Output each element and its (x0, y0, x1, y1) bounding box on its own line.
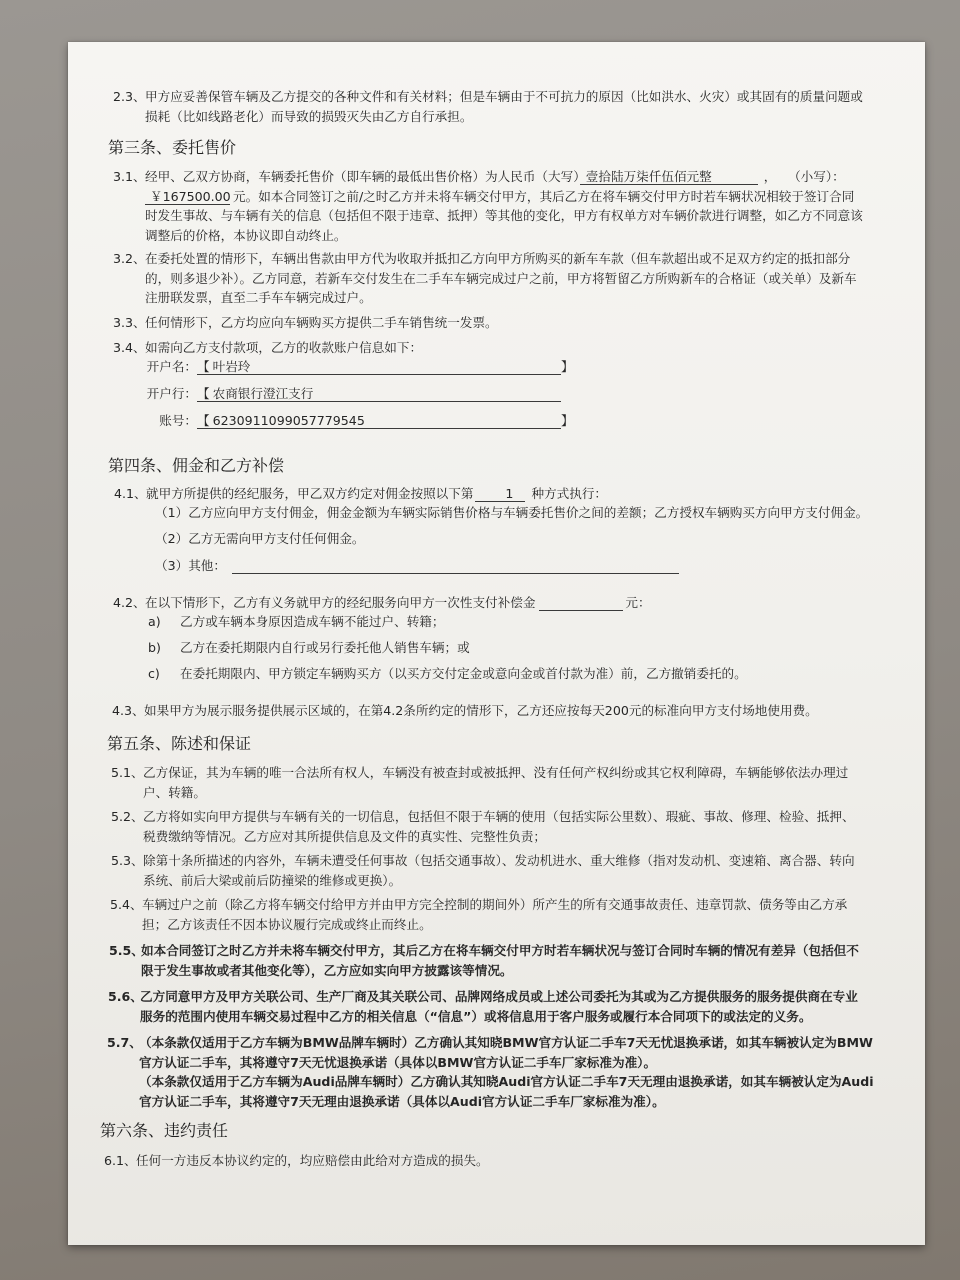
clause-line: 甲方应妥善保管车辆及乙方提交的各种文件和有关材料；但是车辆由于不可抗力的原因（比如洪水、火灾）或其固有的质量问题或 (145, 89, 863, 104)
account-number-value: 6230911099057779545 (212, 413, 365, 428)
clause-line: 服务的范围内使用车辆交易过程中乙方的相关信息（“信息”）或将信息用于客户服务或履行本合同项下的或法定的义务。 (140, 1008, 812, 1024)
clause-line: 除第十条所描述的内容外，车辆未遭受任何事故（包括交通事故）、发动机进水、重大维修（指对发动机、变速箱、离合器、转向 (143, 853, 855, 868)
clause-number: 5.4、 (110, 897, 143, 912)
price-in-figures-field: ￥167500.00 (145, 189, 230, 205)
clause-text: 元： (625, 595, 651, 610)
clause-line: 如需向乙方支付款项，乙方的收款账户信息如下： (145, 340, 423, 355)
account-name-row (145, 357, 574, 377)
clause-line (145, 187, 863, 207)
comma: ， (763, 169, 777, 184)
clause-line (145, 593, 651, 613)
compensation-blank-field (539, 596, 623, 611)
clause-3-3 (113, 313, 498, 333)
clause-number: 4.1、 (114, 486, 147, 501)
clause-text: 元。如本合同签订之前/之时乙方并未将车辆交付甲方，其后乙方在将车辆交付甲方时若车辆状况相较于签订合同 (233, 188, 855, 204)
clause-number: 4.2、 (113, 595, 146, 610)
clause-5-1 (111, 763, 848, 802)
article-heading-5: 第五条、陈述和保证 (107, 734, 252, 753)
clause-5-7 (107, 1033, 874, 1111)
price-in-words-field: 壹拾陆万柒仟伍佰元整 (580, 169, 758, 185)
clause-line: （本条款仅适用于乙方车辆为Audi品牌车辆时）乙方确认其知晓Audi官方认证二手车7天无理由退换承诺，如其车辆被认定为Audi (139, 1074, 874, 1089)
clause-number: 3.2、 (113, 251, 146, 266)
clause-number: 6.1、 (104, 1153, 137, 1168)
clause-number: 5.7、 (107, 1035, 142, 1050)
clause-number: 4.3、 (112, 703, 145, 718)
clause-text: 种方式执行： (531, 486, 607, 501)
clause-text: 在以下情形下，乙方有义务就甲方的经纪服务向甲方一次性支付补偿金 (145, 595, 536, 610)
selected-option-field (475, 486, 525, 502)
option-label: （1） (155, 505, 189, 520)
clause-number: 5.1、 (111, 765, 144, 780)
clause-line: 税费缴纳等情况。乙方应对其所提供信息及文件的真实性、完整性负责； (143, 828, 546, 844)
clause-line: 损耗（比如线路老化）而导致的损毁灭失由乙方自行承担。 (145, 108, 473, 124)
clause-number: 5.3、 (111, 853, 144, 868)
clause-5-4 (110, 895, 847, 934)
item-label: a) (148, 614, 161, 629)
option-text: 乙方应向甲方支付佣金，佣金金额为车辆实际销售价格与车辆委托售价之间的差额；乙方授权车辆购买方向甲方支付佣金。 (188, 505, 869, 520)
clause-line (146, 484, 607, 504)
clause-4-3 (112, 701, 818, 721)
lower-case-label: （小写）： (794, 169, 845, 184)
clause-line: （本条款仅适用于乙方车辆为BMW品牌车辆时）乙方确认其知晓BMW官方认证二手车7天无忧退换承诺，如其车辆被认定为BMW (139, 1035, 873, 1050)
clause-line: 车辆过户之前（除乙方将车辆交付给甲方并由甲方完全控制的期间外）所产生的所有交通事故责任、违章罚款、债务等由乙方承 (142, 897, 848, 912)
item-label: b) (148, 640, 161, 655)
clause-3-1 (113, 167, 863, 245)
clause-line: 注册联发票，直至二手车车辆完成过户。 (145, 290, 372, 305)
account-number-field (197, 413, 561, 429)
option-2 (155, 529, 365, 549)
bracket-open: 【 (197, 413, 210, 428)
account-name-label: 开户名： (146, 359, 197, 374)
case-item-c (148, 664, 747, 684)
selected-option-value: 1 (505, 486, 514, 501)
clause-number: 3.3、 (113, 315, 146, 330)
option-text: 其他： (188, 558, 226, 573)
clause-line: 系统、前后大梁或前后防撞梁的维修或更换）。 (143, 872, 402, 888)
clause-4-1 (114, 484, 607, 504)
clause-line: 官方认证二手车，其将遵守7天无理由退换承诺（具体以Audi官方认证二手车厂家标准为准）。 (139, 1093, 665, 1109)
clause-line: 乙方同意甲方及甲方关联公司、生产厂商及其关联公司、品牌网络成员或上述公司委托为其或为乙方提供服务的服务提供商在专业 (140, 989, 858, 1004)
clause-number: 5.6、 (108, 989, 143, 1004)
clause-number: 3.1、 (113, 169, 146, 184)
bracket-open: 【 (197, 386, 210, 401)
clause-text: 就甲方所提供的经纪服务，甲乙双方约定对佣金按照以下第 (146, 486, 474, 501)
clause-line: 任何一方违反本协议约定的，均应赔偿由此给对方造成的损失。 (136, 1153, 489, 1168)
item-label: c) (148, 666, 160, 681)
bank-name-row (145, 384, 561, 404)
clause-number: 5.2、 (111, 809, 144, 824)
clause-line: 官方认证二手车，其将遵守7天无忧退换承诺（具体以BMW官方认证二手车厂家标准为准）。 (139, 1054, 657, 1070)
account-name-value: 叶岩玲 (212, 359, 251, 374)
bracket-close: 】 (561, 413, 574, 428)
item-text: 乙方在委托期限内自行或另行委托他人销售车辆；或 (180, 640, 470, 655)
article-heading-3: 第三条、委托售价 (108, 138, 237, 157)
account-number-label: 账号： (159, 413, 197, 428)
clause-5-6 (108, 987, 858, 1026)
case-item-b (148, 638, 470, 658)
clause-line: 乙方将如实向甲方提供与车辆有关的一切信息，包括但不限于车辆的使用（包括实际公里数）、瑕疵、事故、修理、检验、抵押、 (143, 809, 855, 824)
clause-number: 3.4、 (113, 340, 146, 355)
clause-number: 2.3、 (113, 89, 146, 104)
bank-name-label: 开户行： (146, 386, 197, 401)
clause-line: 在委托处置的情形下，车辆出售款由甲方代为收取并抵扣乙方向甲方所购买的新车车款（但车款超出或不足双方约定的抵扣部分 (145, 251, 851, 266)
item-text: 乙方或车辆本身原因造成车辆不能过户、转籍； (180, 614, 445, 629)
account-number-row (145, 411, 574, 431)
clause-line: 如果甲方为展示服务提供展示区域的，在第4.2条所约定的情形下，乙方还应按每天200元的标准向甲方支付场地使用费。 (144, 703, 818, 718)
account-name-field (197, 359, 561, 375)
clause-line: 调整后的价格，本协议即自动终止。 (145, 227, 347, 243)
clause-3-4 (113, 338, 422, 358)
option-text: 乙方无需向甲方支付任何佣金。 (188, 531, 365, 546)
option-label: （2） (155, 531, 189, 546)
clause-line: 的，则多退少补）。乙方同意，若新车交付发生在二手车车辆完成过户之前，甲方将暂留乙方所购新车的合格证（或关单）及新车 (145, 270, 857, 286)
clause-4-2 (113, 593, 651, 613)
clause-line (145, 167, 863, 187)
clause-line: 任何情形下，乙方均应向车辆购买方提供二手车销售统一发票。 (145, 315, 498, 330)
clause-text: 经甲、乙双方协商，车辆委托售价（即车辆的最低出售价格）为人民币（大写） (145, 169, 586, 184)
option-3 (155, 556, 679, 576)
item-text: 在委托期限内、甲方锁定车辆购买方（以买方交付定金或意向金或首付款为准）前，乙方撤销委托的。 (180, 666, 747, 681)
other-blank-field (232, 559, 679, 574)
article-heading-6: 第六条、违约责任 (100, 1121, 229, 1140)
clause-5-3 (111, 851, 855, 890)
option-label: （3） (155, 558, 189, 573)
bracket-open: 【 (197, 359, 210, 374)
clause-2-3 (113, 87, 863, 126)
clause-number: 5.5、 (109, 943, 144, 958)
bank-name-field (197, 386, 561, 402)
clause-5-5 (109, 941, 859, 980)
clause-6-1 (104, 1151, 489, 1171)
clause-line: 时发生事故、与车辆有关的信息（包括但不限于违章、抵押）等其他的变化，甲方有权单方对车辆价款进行调整，如乙方不同意该 (145, 208, 863, 223)
clause-line: 乙方保证，其为车辆的唯一合法所有权人，车辆没有被查封或被抵押、没有任何产权纠纷或其它权利障碍，车辆能够依法办理过 (143, 765, 849, 780)
option-1 (155, 503, 868, 523)
clause-line: 限于发生事故或者其他变化等），乙方应如实向甲方披露该等情况。 (141, 962, 513, 978)
clause-5-2 (111, 807, 855, 846)
article-heading-4: 第四条、佣金和乙方补偿 (108, 456, 285, 475)
bank-name-value: 农商银行澄江支行 (212, 386, 314, 401)
clause-line: 如本合同签订之时乙方并未将车辆交付甲方，其后乙方在将车辆交付甲方时若车辆状况与签订合同时车辆的情况有差异（包括但不 (141, 943, 859, 958)
clause-3-2 (113, 249, 857, 308)
bracket-close: 】 (561, 359, 574, 374)
clause-line: 担；乙方该责任不因本协议履行完成或终止而终止。 (142, 916, 432, 932)
clause-line: 户、转籍。 (143, 784, 206, 800)
case-item-a (148, 612, 444, 632)
